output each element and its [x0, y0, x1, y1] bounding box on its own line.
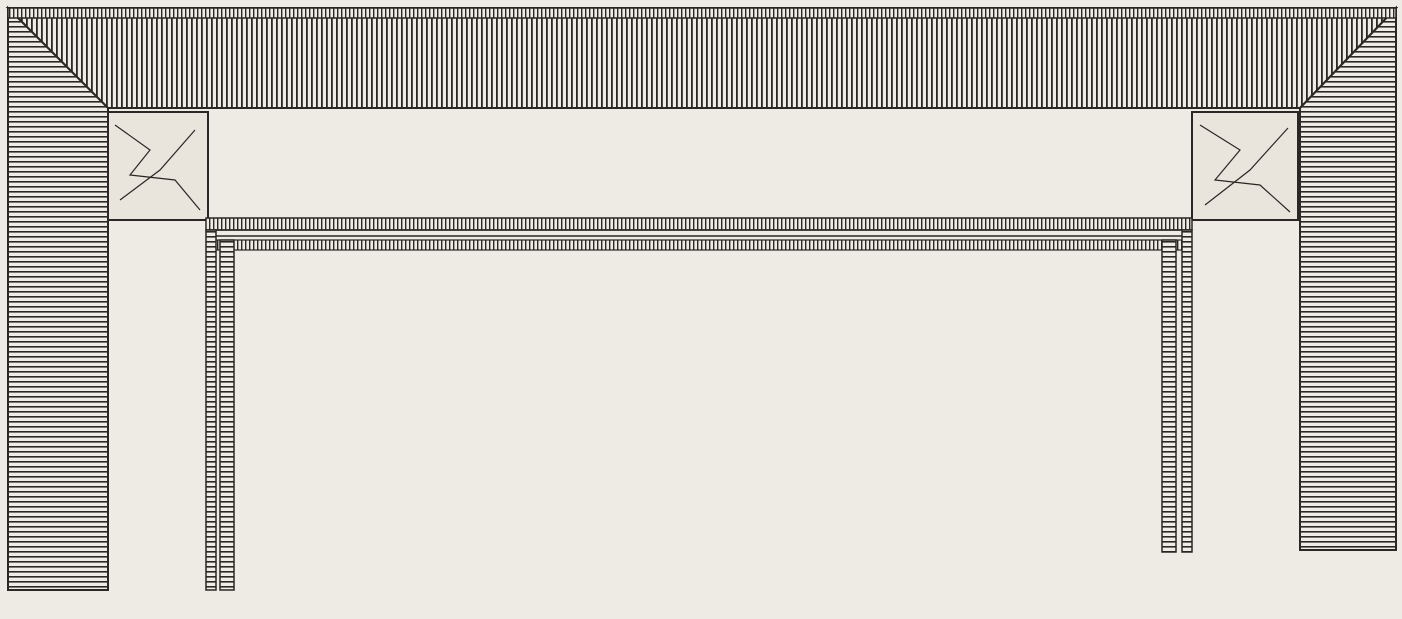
- text-panel: [236, 252, 1160, 619]
- corner-blocks: [108, 112, 1298, 220]
